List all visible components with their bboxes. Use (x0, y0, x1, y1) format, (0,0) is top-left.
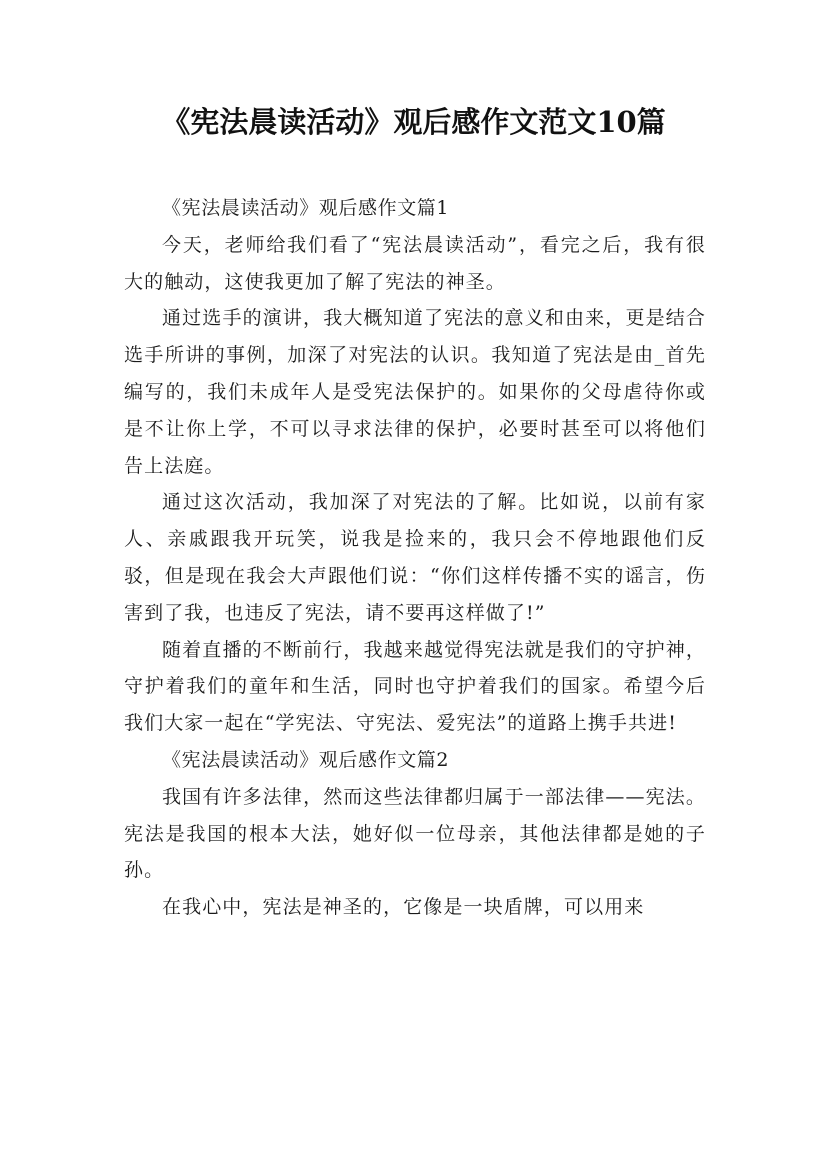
paragraph: 在我心中，宪法是神圣的，它像是一块盾牌，可以用来 (162, 896, 645, 919)
document-body (124, 190, 706, 926)
section-heading-2: 《宪法晨读活动》观后感作文篇2 (162, 748, 450, 771)
paragraph: 今天，老师给我们看了“宪法晨读活动”，看完之后，我有很大的触动，这使我更加了解了宪法的神圣。 (124, 233, 706, 293)
paragraph: 通过这次活动，我加深了对宪法的了解。比如说，以前有家人、亲戚跟我开玩笑，说我是捡来的，我只会不停地跟他们反驳，但是现在我会大声跟他们说：“你们这样传播不实的谣言，伤害到了我，也违反了宪法，请不要再这样做了!” (124, 491, 706, 624)
paragraph: 随着直播的不断前行，我越来越觉得宪法就是我们的守护神，守护着我们的童年和生活，同时也守护着我们的国家。希望今后我们大家一起在“学宪法、守宪法、爱宪法”的道路上携手共进! (124, 638, 706, 735)
paragraph: 通过选手的演讲，我大概知道了宪法的意义和由来，更是结合选手所讲的事例，加深了对宪法的认识。我知道了宪法是由_首先编写的，我们未成年人是受宪法保护的。如果你的父母虐待你或是不让你上学，不可以寻求法律的保护，必要时甚至可以将他们告上法庭。 (124, 307, 706, 477)
document-title: 《宪法晨读活动》观后感作文范文10篇 (161, 105, 666, 139)
paragraph: 我国有许多法律，然而这些法律都归属于一部法律——宪法。宪法是我国的根本大法，她好似一位母亲，其他法律都是她的子孙。 (124, 785, 706, 882)
section-heading-1: 《宪法晨读活动》观后感作文篇1 (162, 197, 450, 219)
